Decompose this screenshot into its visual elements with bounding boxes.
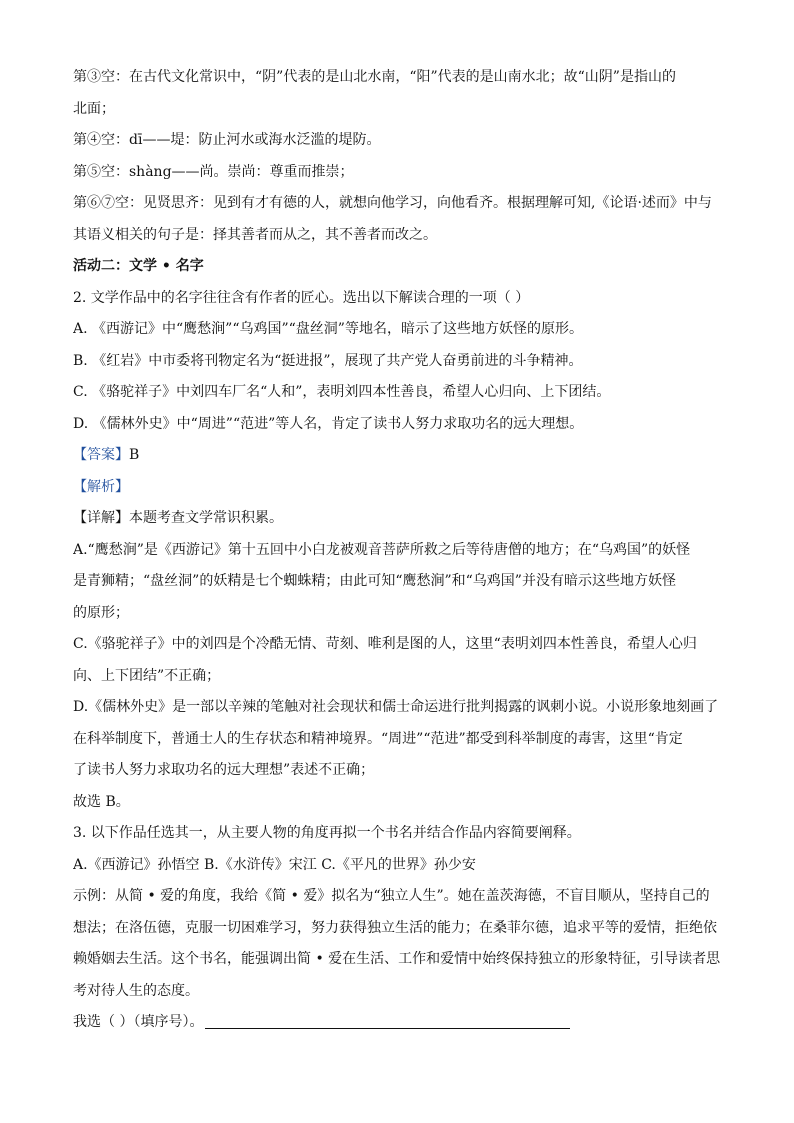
answer-value: B	[129, 447, 140, 463]
option-a: A. 《西游记》中“鹰愁涧”“乌鸡国”“盘丝洞”等地名，暗示了这些地方妖怪的原形。	[73, 321, 583, 337]
document-body	[73, 62, 721, 1039]
text-line: C.《骆驼祥子》中的刘四是个冷酷无情、苛刻、唯利是图的人，这里“表明刘四本性善良，希望人心归	[73, 636, 697, 652]
text-line: 故选 B。	[73, 793, 130, 810]
text-line: 第⑥⑦空：见贤思齐：见到有才有德的人，就想向他学习，向他看齐。根据理解可知,《论语·述而》中与	[73, 195, 712, 211]
example-line: 示例：从简 • 爱的角度，我给《简 • 爱》拟名为“独立人生”。她在盖茨海德，不盲目顺从，坚持自己的	[73, 888, 710, 904]
detail-intro: 本题考查文学常识积累。	[129, 510, 283, 526]
option-c: C. 《骆驼祥子》中刘四车厂名“人和”，表明刘四本性善良，希望人心归向、上下团结。	[73, 384, 611, 400]
detail-tag: 【详解】	[73, 510, 129, 526]
question-2-stem: 2. 文学作品中的名字往往含有作者的匠心。选出以下解读合理的一项（ ）	[73, 289, 530, 306]
text-line: 第④空：dī——堤：防止河水或海水泛滥的堤防。	[73, 132, 381, 148]
text-line: 第⑤空：shàng——尚。崇尚：尊重而推崇；	[73, 163, 354, 180]
select-prompt: 我选（ ）（填序号）。	[73, 1014, 204, 1030]
example-line: 赖婚姻去生活。这个书名，能强调出简 • 爱在生活、工作和爱情中始终保持独立的形象特征，引导读者思	[73, 951, 721, 967]
question-3-choices: A.《西游记》孙悟空 B.《水浒传》宋江 C.《平凡的世界》孙少安	[73, 856, 476, 873]
text-line: 了读书人努力求取功名的远大理想”表述不正确；	[73, 762, 375, 778]
example-line: 考对待人生的态度。	[73, 982, 199, 999]
text-line: A.“鹰愁涧”是《西游记》第十五回中小白龙被观音菩萨所救之后等待唐僧的地方；在“乌鸡国”的妖怪	[73, 541, 691, 558]
text-line: 其语义相关的句子是：择其善者而从之，其不善者而改之。	[73, 226, 437, 243]
analysis-tag: 【解析】	[73, 478, 129, 495]
answer-tag: 【答案】	[73, 447, 129, 463]
text-line: 向、上下团结”不正确；	[73, 667, 221, 684]
text-line: 第③空：在古代文化常识中，“阴”代表的是山北水南，“阳”代表的是山南水北；故“山阴”是指山的	[73, 69, 676, 85]
answer-line	[73, 440, 721, 472]
text-line: 在科举制度下，普通士人的生存状态和精神境界。“周进”“范进”都受到科举制度的毒害，这里“肯定	[73, 730, 683, 747]
select-line	[73, 1007, 721, 1039]
answer-blank-line[interactable]	[205, 1012, 570, 1029]
option-d: D. 《儒林外史》中“周进”“范进”等人名，肯定了读书人努力求取功名的远大理想。	[73, 415, 584, 432]
question-3-stem: 3. 以下作品任选其一，从主要人物的角度再拟一个书名并结合作品内容简要阐释。	[73, 825, 581, 841]
option-b: B. 《红岩》中市委将刊物定名为“挺进报”，展现了共产党人奋勇前进的斗争精神。	[73, 352, 583, 369]
text-line: 的原形；	[73, 604, 129, 621]
detail-line	[73, 503, 721, 535]
text-line: D.《儒林外史》是一部以辛辣的笔触对社会现状和儒士命运进行批判揭露的讽刺小说。小说形象地刻画了	[73, 699, 719, 715]
example-line: 想法；在洛伍德，克服一切困难学习，努力获得独立生活的能力；在桑菲尔德，追求平等的爱情，拒绝依	[73, 919, 717, 936]
section-title: 活动二：文学 • 名字	[73, 258, 204, 274]
text-line: 北面；	[73, 100, 115, 117]
text-line: 是青狮精；“盘丝洞”的妖精是七个蜘蛛精；由此可知“鹰愁涧”和“乌鸡国”并没有暗示这些地方妖怪	[73, 573, 676, 589]
